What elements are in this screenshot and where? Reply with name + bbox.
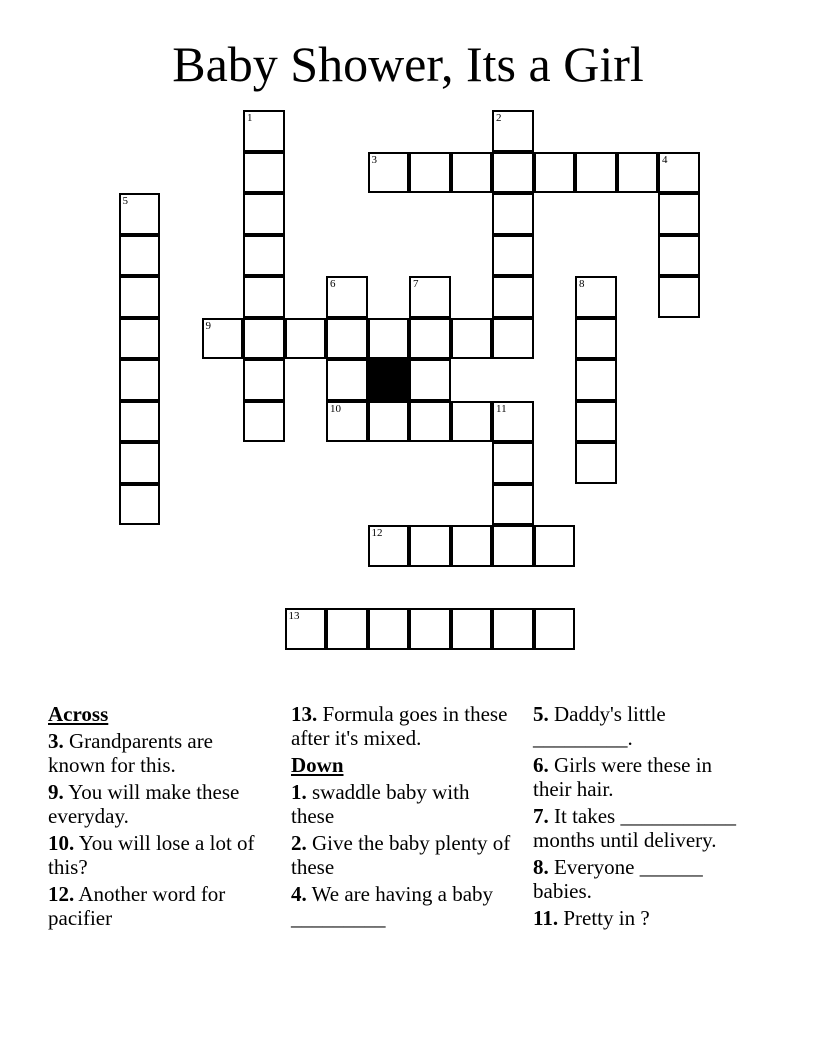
crossword-cell[interactable] [492, 193, 534, 235]
crossword-cell[interactable] [534, 152, 576, 194]
clue-across-12: 12. Another word for pacifier [48, 882, 226, 930]
crossword-cell[interactable] [492, 401, 534, 443]
crossword-cell[interactable] [492, 484, 534, 526]
across-heading: Across [48, 702, 109, 726]
crossword-cell[interactable] [119, 318, 161, 360]
crossword-cell[interactable] [243, 318, 285, 360]
crossword-cell[interactable] [451, 608, 493, 650]
crossword-cell[interactable] [575, 318, 617, 360]
crossword-cell[interactable] [243, 152, 285, 194]
crossword-cell[interactable] [492, 110, 534, 152]
crossword-cell[interactable] [658, 235, 700, 277]
clue-down-11: 11. Pretty in ? [533, 906, 650, 930]
crossword-cell[interactable] [243, 110, 285, 152]
crossword-cell[interactable] [492, 235, 534, 277]
clue-number: 5 [122, 195, 128, 207]
crossword-cell[interactable] [119, 442, 161, 484]
clues-column-1 [48, 702, 273, 933]
clues-column-3 [533, 702, 755, 933]
clue-down-1: 1. swaddle baby with these [291, 780, 470, 828]
clue-number: 8 [579, 278, 585, 290]
crossword-cell[interactable] [575, 152, 617, 194]
crossword-cell[interactable] [368, 525, 410, 567]
crossword-cell[interactable] [492, 442, 534, 484]
crossword-cell[interactable] [409, 152, 451, 194]
crossword-cell[interactable] [451, 525, 493, 567]
clue-number: 4 [662, 153, 668, 166]
down-heading: Down [291, 753, 344, 777]
clue-down-4: 4. We are having a baby _________ [291, 882, 494, 930]
clue-down-5: 5. Daddy's little _________. [533, 702, 666, 750]
clue-number: 11 [496, 402, 507, 415]
crossword-cell[interactable] [243, 235, 285, 277]
clue-number: 1 [247, 112, 253, 124]
crossword-cell[interactable] [658, 193, 700, 235]
crossword-cell[interactable] [243, 359, 285, 401]
crossword-cell[interactable] [368, 401, 410, 443]
clue-down-6: 6. Girls were these in their hair. [533, 753, 713, 801]
crossword-cell[interactable] [368, 318, 410, 360]
clue-across-13: 13. Formula goes in these after it's mixed. [291, 702, 508, 750]
crossword-cell[interactable] [409, 318, 451, 360]
clue-number: 13 [288, 610, 300, 622]
clue-down-7: 7. It takes ___________ months until delivery. [533, 804, 736, 852]
crossword-cell[interactable] [285, 608, 327, 650]
crossword-cell[interactable] [243, 401, 285, 443]
crossword-cell[interactable] [492, 318, 534, 360]
crossword-cell[interactable] [658, 276, 700, 318]
clue-number: 6 [330, 278, 336, 290]
puzzle-title: Baby Shower, Its a Girl [172, 36, 644, 92]
crossword-cell[interactable] [451, 318, 493, 360]
clue-number: 2 [496, 112, 502, 124]
crossword-cell[interactable] [285, 318, 327, 360]
clues-column-2 [291, 702, 513, 933]
crossword-cell[interactable] [409, 276, 451, 318]
clue-number: 9 [205, 319, 211, 332]
crossword-cell[interactable] [492, 525, 534, 567]
clue-across-3: 3. Grandparents are known for this. [48, 729, 214, 777]
crossword-cell[interactable] [119, 484, 161, 526]
crossword-cell[interactable] [326, 608, 368, 650]
clue-number: 7 [413, 278, 419, 290]
clue-across-10: 10. You will lose a lot of this? [48, 831, 255, 879]
crossword-cell[interactable] [243, 193, 285, 235]
crossword-cell[interactable] [575, 276, 617, 318]
crossword-cell[interactable] [534, 525, 576, 567]
black-square [368, 359, 410, 401]
crossword-cell[interactable] [409, 359, 451, 401]
clue-number: 3 [371, 153, 377, 166]
crossword-cell[interactable] [368, 608, 410, 650]
crossword-cell[interactable] [326, 401, 368, 443]
crossword-cell[interactable] [119, 401, 161, 443]
clue-across-9: 9. You will make these everyday. [48, 780, 240, 828]
clue-down-2: 2. Give the baby plenty of these [291, 831, 511, 879]
crossword-cell[interactable] [368, 152, 410, 194]
crossword-cell[interactable] [658, 152, 700, 194]
crossword-cell[interactable] [534, 608, 576, 650]
clue-number: 12 [371, 527, 383, 539]
crossword-cell[interactable] [575, 442, 617, 484]
crossword-cell[interactable] [409, 608, 451, 650]
crossword-cell[interactable] [119, 235, 161, 277]
crossword-cell[interactable] [492, 608, 534, 650]
crossword-cell[interactable] [202, 318, 244, 360]
crossword-cell[interactable] [492, 276, 534, 318]
crossword-cell[interactable] [492, 152, 534, 194]
crossword-cell[interactable] [451, 152, 493, 194]
crossword-cell[interactable] [243, 276, 285, 318]
crossword-cell[interactable] [326, 318, 368, 360]
crossword-cell[interactable] [575, 401, 617, 443]
crossword-cell[interactable] [119, 359, 161, 401]
crossword-cell[interactable] [119, 276, 161, 318]
clue-down-8: 8. Everyone ______ babies. [533, 855, 703, 903]
crossword-cell[interactable] [326, 359, 368, 401]
clue-number: 10 [330, 402, 341, 415]
crossword-cell[interactable] [451, 401, 493, 443]
crossword-cell[interactable] [326, 276, 368, 318]
crossword-cell[interactable] [119, 193, 161, 235]
crossword-cell[interactable] [409, 401, 451, 443]
crossword-cell[interactable] [409, 525, 451, 567]
crossword-cell[interactable] [617, 152, 659, 194]
crossword-cell[interactable] [575, 359, 617, 401]
